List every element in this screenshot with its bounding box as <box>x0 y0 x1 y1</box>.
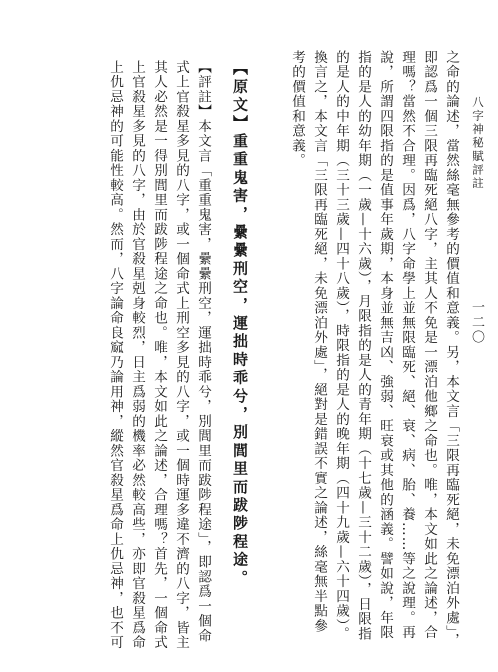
text-column: 即認爲一個三限再臨死絕八字，主其人不免是一漂泊他鄉之命也。唯，本文如此之論述，合 <box>421 50 437 640</box>
commentary-column: 上仇忌神的可能性較高。然而，八字論命良窳乃論用神，縱然官殺星爲命上仇忌神，也不可 <box>107 60 123 650</box>
text-column: 考的價值和意義。 <box>289 50 305 168</box>
commentary-column: 其人必然是一得別閭里而跋陟程途之命也。唯，本文如此之論述，合理嗎？首先，一個命式 <box>151 60 167 650</box>
text-column: 之命的論述，當然絲毫無參考的價值和意義。另，本文言「三限再臨死絕，未免漂泊外處」， <box>443 50 459 648</box>
text-column: 指的是人的幼年期（一歲—十六歲），月限指的是人的青年期（十七歲—三十二歲），日限指 <box>355 50 371 642</box>
text-column: 理嗎？當然不合理。因爲，八字命學上並無限臨死、絕、衰、病、胎、養……等之說理。再 <box>399 50 415 640</box>
commentary-column: 式上官殺星多見的八字，或一個命式上刑空多見的八字，或一個時運多違不濟的八字，皆主 <box>173 60 189 650</box>
page-number: 一二〇 <box>469 300 484 345</box>
text-column: 的是人的中年期（三十三歲—四十八歲），時限指的是人的晚年期（四十九歲—六十四歲）。 <box>333 50 349 642</box>
commentary-column: 上官殺星多見的八字，由於官殺星剋身較烈，日主爲弱的機率必然較高些，亦即官殺星爲命 <box>129 60 145 650</box>
original-text-heading: 【原文】重重鬼害，纍纍刑空，運拙時乖兮，別閭里而跋陟程途。 <box>231 60 249 588</box>
text-column: 換言之，本文言「三限再臨死絕，未免漂泊外處」，絕對是錯誤不實之論述，絲毫無半點參 <box>311 50 327 634</box>
text-column: 說，所謂四限指的是值事年歲期，本身並無吉凶、強弱、旺衰或其他的涵義。譬如說，年限 <box>377 50 393 640</box>
running-head: 八字神秘賦評註 <box>471 96 485 191</box>
commentary-column: 【評註】本文言「重重鬼害，纍纍刑空，運拙時乖兮，別閭里而跋陟程途」，即認爲一個命 <box>195 60 211 644</box>
